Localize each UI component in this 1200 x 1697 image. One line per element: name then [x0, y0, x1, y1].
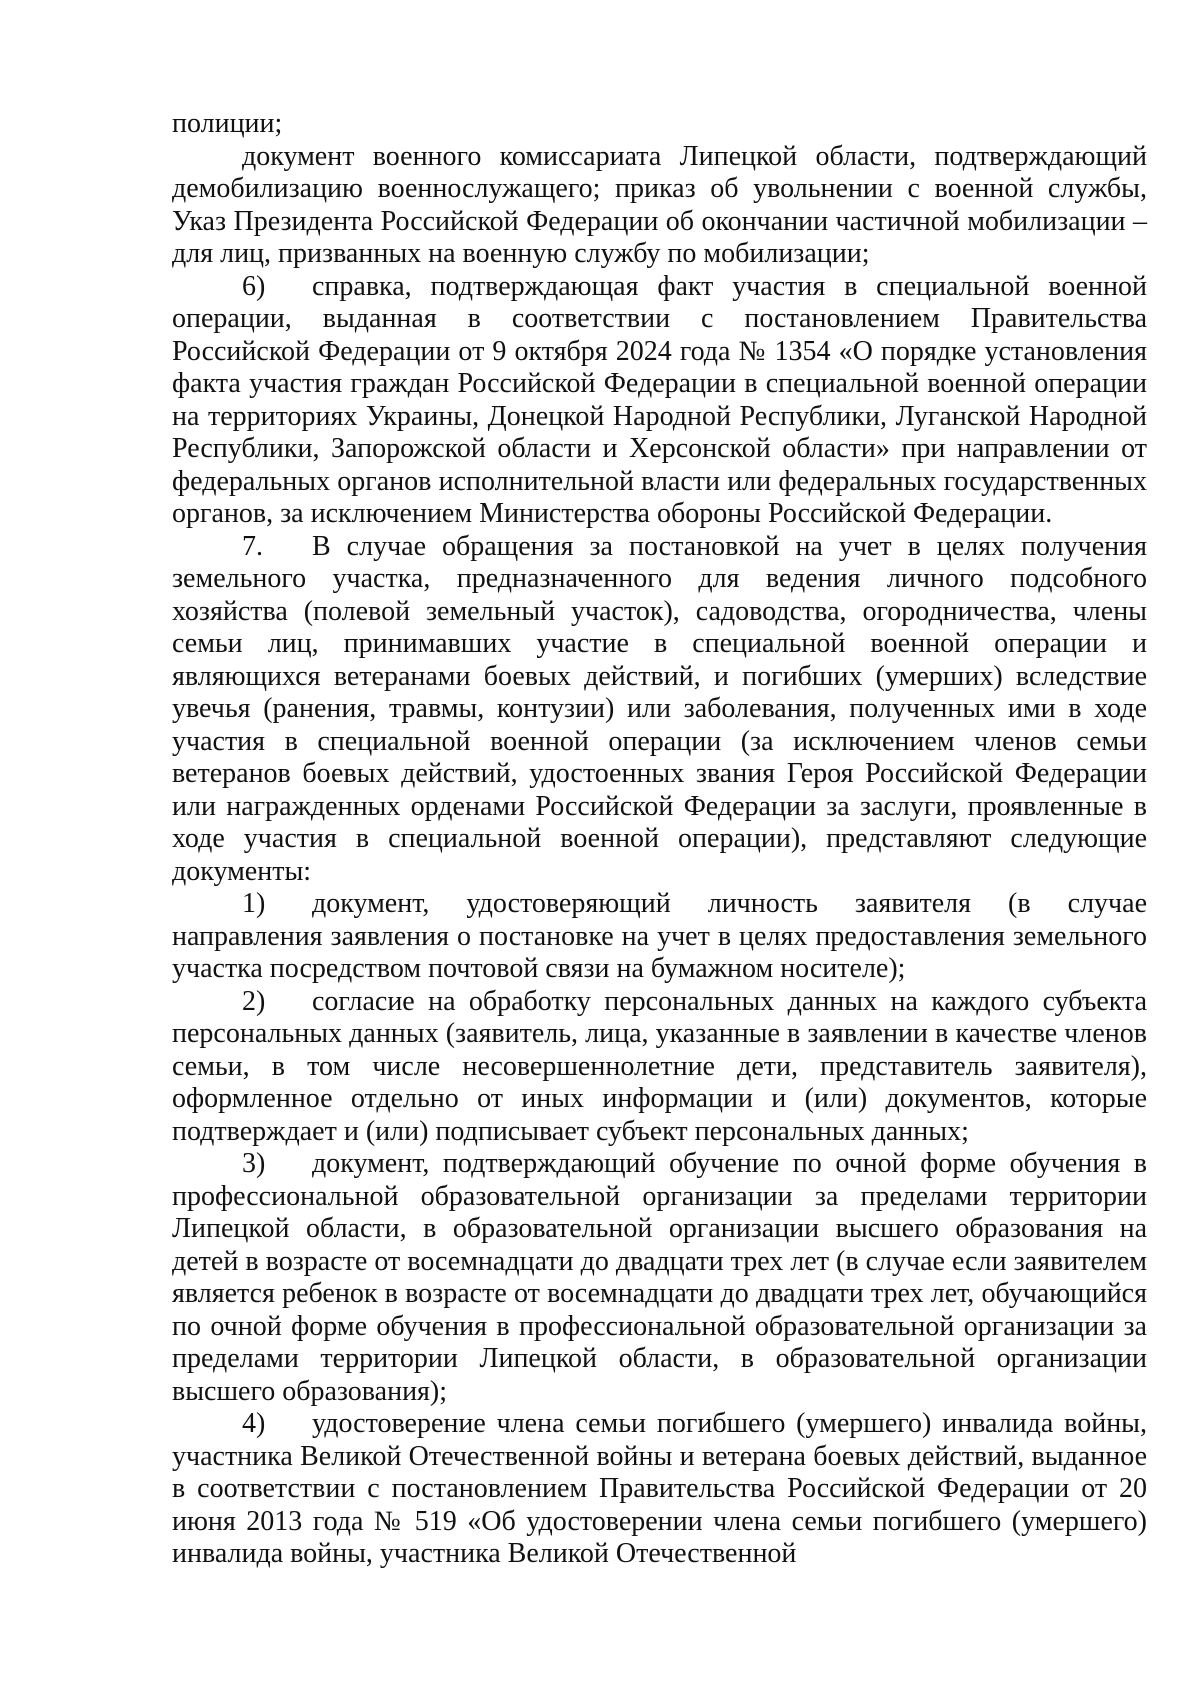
list-item-number: 6): [242, 270, 266, 302]
paragraph-continuation: полиции;: [172, 108, 283, 139]
list-item-text: документ, подтверждающий обучение по очной форме обучения в профессиональной образовательной организации за пределами территории Липецкой области, в образовательной организации высшего образования на детей в возрасте от восемнадцати до двадцати трех лет (в случае если заявителем является ребенок в возрасте от восемнадцати до двадцати трех лет, обучающийся по очной форме обучения в профессиональной образовательной организации за пределами территории Липецкой области, в образовательной организации высшего образования);: [172, 1148, 1147, 1407]
list-item-6: [172, 271, 1147, 531]
list-item-number: 3): [242, 1148, 266, 1179]
list-item-text: удостоверение члена семьи погибшего (умершего) инвалида войны, участника Великой Отечественной войны и ветерана боевых действий, выданное в соответствии с постановлением Правительства Российской Федерации от 20 июня 2013 года № 519 «Об удостоверении члена семьи погибшего (умершего) инвалида войны, участника Великой Отечественной: [172, 1408, 1147, 1569]
list-item-number: 4): [242, 1408, 266, 1439]
paragraph-military-document: документ военного комиссариата Липецкой области, подтверждающий демобилизацию военнослужащего; приказ об увольнении с военной службы, Указ Президента Российской Федерации об окончании частичной мобилизации – для лиц, призванных на военную службу по мобилизации;: [172, 140, 1147, 269]
list-item-text: согласие на обработку персональных данных на каждого субъекта персональных данных (заявитель, лица, указанные в заявлении в качестве членов семьи, в том числе несовершеннолетние дети, представитель заявителя), оформленное отдельно от иных информации и (или) документов, которые подтверждает и (или) подписывает субъект персональных данных;: [172, 985, 1147, 1147]
list-item-number: 2): [242, 985, 266, 1017]
list-item-2: [172, 986, 1147, 1149]
section-number: 7.: [242, 530, 263, 562]
list-item-3: [172, 1148, 1147, 1408]
list-item-number: 1): [242, 888, 266, 919]
list-item-text: справка, подтверждающая факт участия в специальной военной операции, выданная в соответствии с постановлением Правительства Российской Федерации от 9 октября 2024 года № 1354 «О порядке установления факта участия граждан Российской Федерации в специальной военной операции на территориях Украины, Донецкой Народной Республики, Луганской Народной Республики, Запорожской области и Херсонской области» при направлении от федеральных органов исполнительной власти или федеральных государственных органов, за исключением Министерства обороны Российской Федерации.: [172, 270, 1147, 529]
section-text: В случае обращения за постановкой на учет в целях получения земельного участка, предназначенного для ведения личного подсобного хозяйства (полевой земельный участок), садоводства, огородничества, члены семьи лиц, принимавших участие в специальной военной операции и являющихся ветеранами боевых действий, и погибших (умерших) вследствие увечья (ранения, травмы, контузии) или заболевания, полученных ими в ходе участия в специальной военной операции (за исключением членов семьи ветеранов боевых действий, удостоенных звания Героя Российской Федерации или награжденных орденами Российской Федерации за заслуги, проявленные в ходе участия в специальной военной операции), представляют следующие документы:: [172, 530, 1147, 887]
document-page: [172, 108, 1147, 1571]
section-7: [172, 531, 1147, 889]
list-item-1: [172, 888, 1147, 986]
list-item-4: [172, 1408, 1147, 1571]
list-item-text: документ, удостоверяющий личность заявителя (в случае направления заявления о постановке на учет в целях предоставления земельного участка посредством почтовой связи на бумажном носителе);: [172, 888, 1147, 984]
